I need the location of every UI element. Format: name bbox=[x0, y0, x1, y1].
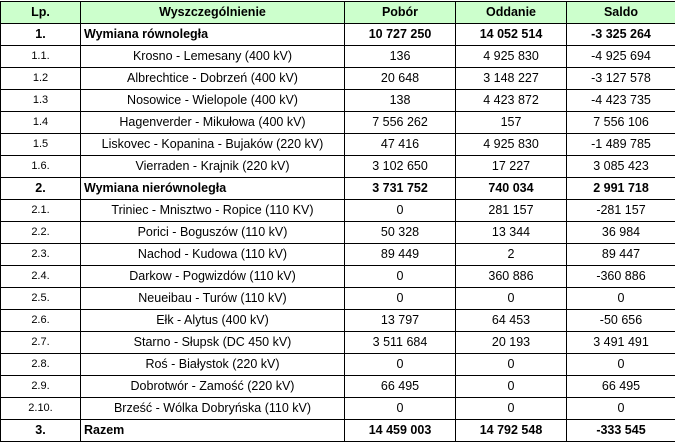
row-name: Neueibau - Turów (110 kV) bbox=[81, 288, 345, 310]
row-name: Porici - Boguszów (110 kV) bbox=[81, 222, 345, 244]
table-row bbox=[1, 376, 675, 398]
row-lp: 2.5. bbox=[1, 288, 81, 310]
row-oddanie: 360 886 bbox=[456, 266, 567, 288]
row-oddanie: 740 034 bbox=[456, 178, 567, 200]
row-name: Brześć - Wólka Dobryńska (110 kV) bbox=[81, 398, 345, 420]
row-saldo: 3 085 423 bbox=[567, 156, 675, 178]
table-row bbox=[1, 398, 675, 420]
row-oddanie: 64 453 bbox=[456, 310, 567, 332]
row-saldo: 0 bbox=[567, 398, 675, 420]
table-row bbox=[1, 112, 675, 134]
row-name: Triniec - Mnisztwo - Ropice (110 KV) bbox=[81, 200, 345, 222]
row-pobor: 3 731 752 bbox=[345, 178, 456, 200]
row-pobor: 66 495 bbox=[345, 376, 456, 398]
row-saldo: 3 491 491 bbox=[567, 332, 675, 354]
row-lp: 1.4 bbox=[1, 112, 81, 134]
table-row bbox=[1, 90, 675, 112]
row-lp: 2.8. bbox=[1, 354, 81, 376]
row-saldo: -4 423 735 bbox=[567, 90, 675, 112]
table-row bbox=[1, 222, 675, 244]
row-lp: 1.6. bbox=[1, 156, 81, 178]
table-row bbox=[1, 46, 675, 68]
row-lp: 2.4. bbox=[1, 266, 81, 288]
row-lp: 2. bbox=[1, 178, 81, 200]
table-row bbox=[1, 332, 675, 354]
row-name: Wymiana równoległa bbox=[81, 24, 345, 46]
row-oddanie: 3 148 227 bbox=[456, 68, 567, 90]
row-saldo: 89 447 bbox=[567, 244, 675, 266]
row-lp: 1.5 bbox=[1, 134, 81, 156]
row-pobor: 3 511 684 bbox=[345, 332, 456, 354]
table-row bbox=[1, 288, 675, 310]
row-oddanie: 157 bbox=[456, 112, 567, 134]
row-pobor: 0 bbox=[345, 200, 456, 222]
row-name: Darkow - Pogwizdów (110 kV) bbox=[81, 266, 345, 288]
row-lp: 2.3. bbox=[1, 244, 81, 266]
row-pobor: 7 556 262 bbox=[345, 112, 456, 134]
row-name: Albrechtice - Dobrzeń (400 kV) bbox=[81, 68, 345, 90]
row-oddanie: 0 bbox=[456, 398, 567, 420]
row-pobor: 47 416 bbox=[345, 134, 456, 156]
table-row bbox=[1, 310, 675, 332]
table-row bbox=[1, 266, 675, 288]
row-name: Liskovec - Kopanina - Bujaków (220 kV) bbox=[81, 134, 345, 156]
table-body bbox=[1, 24, 675, 442]
table-row bbox=[1, 24, 675, 46]
row-pobor: 136 bbox=[345, 46, 456, 68]
row-name: Dobrotwór - Zamość (220 kV) bbox=[81, 376, 345, 398]
row-saldo: -333 545 bbox=[567, 420, 675, 442]
row-pobor: 50 328 bbox=[345, 222, 456, 244]
table-row bbox=[1, 178, 675, 200]
row-oddanie: 14 792 548 bbox=[456, 420, 567, 442]
row-oddanie: 4 423 872 bbox=[456, 90, 567, 112]
row-saldo: 66 495 bbox=[567, 376, 675, 398]
row-name: Starno - Słupsk (DC 450 kV) bbox=[81, 332, 345, 354]
row-lp: 1.3 bbox=[1, 90, 81, 112]
row-pobor: 13 797 bbox=[345, 310, 456, 332]
row-name: Nosowice - Wielopole (400 kV) bbox=[81, 90, 345, 112]
row-saldo: -360 886 bbox=[567, 266, 675, 288]
row-lp: 3. bbox=[1, 420, 81, 442]
row-saldo: 0 bbox=[567, 288, 675, 310]
table-row bbox=[1, 244, 675, 266]
row-oddanie: 0 bbox=[456, 354, 567, 376]
row-pobor: 3 102 650 bbox=[345, 156, 456, 178]
table-row bbox=[1, 354, 675, 376]
header-oddanie: Oddanie bbox=[456, 2, 567, 24]
row-lp: 2.9. bbox=[1, 376, 81, 398]
row-saldo: -1 489 785 bbox=[567, 134, 675, 156]
row-lp: 2.10. bbox=[1, 398, 81, 420]
row-oddanie: 0 bbox=[456, 376, 567, 398]
row-oddanie: 4 925 830 bbox=[456, 134, 567, 156]
header-name: Wyszczególnienie bbox=[81, 2, 345, 24]
row-name: Razem bbox=[81, 420, 345, 442]
row-oddanie: 4 925 830 bbox=[456, 46, 567, 68]
row-lp: 1. bbox=[1, 24, 81, 46]
header-saldo: Saldo bbox=[567, 2, 675, 24]
row-lp: 1.2 bbox=[1, 68, 81, 90]
energy-exchange-table bbox=[0, 1, 675, 442]
row-oddanie: 2 bbox=[456, 244, 567, 266]
row-name: Krosno - Lemesany (400 kV) bbox=[81, 46, 345, 68]
row-saldo: 0 bbox=[567, 354, 675, 376]
row-oddanie: 17 227 bbox=[456, 156, 567, 178]
row-lp: 2.7. bbox=[1, 332, 81, 354]
row-saldo: -281 157 bbox=[567, 200, 675, 222]
row-saldo: -3 127 578 bbox=[567, 68, 675, 90]
table-row bbox=[1, 134, 675, 156]
row-oddanie: 14 052 514 bbox=[456, 24, 567, 46]
row-saldo: -50 656 bbox=[567, 310, 675, 332]
table-row bbox=[1, 68, 675, 90]
row-pobor: 0 bbox=[345, 288, 456, 310]
row-pobor: 138 bbox=[345, 90, 456, 112]
row-lp: 2.6. bbox=[1, 310, 81, 332]
row-pobor: 0 bbox=[345, 354, 456, 376]
row-name: Ełk - Alytus (400 kV) bbox=[81, 310, 345, 332]
row-pobor: 0 bbox=[345, 398, 456, 420]
header-lp: Lp. bbox=[1, 2, 81, 24]
row-name: Wymiana nierównoległa bbox=[81, 178, 345, 200]
row-lp: 2.1. bbox=[1, 200, 81, 222]
row-oddanie: 0 bbox=[456, 288, 567, 310]
table-row bbox=[1, 156, 675, 178]
table-row bbox=[1, 200, 675, 222]
row-pobor: 10 727 250 bbox=[345, 24, 456, 46]
row-lp: 1.1. bbox=[1, 46, 81, 68]
row-name: Nachod - Kudowa (110 kV) bbox=[81, 244, 345, 266]
header-pobor: Pobór bbox=[345, 2, 456, 24]
row-oddanie: 20 193 bbox=[456, 332, 567, 354]
row-saldo: 2 991 718 bbox=[567, 178, 675, 200]
row-pobor: 89 449 bbox=[345, 244, 456, 266]
row-saldo: -4 925 694 bbox=[567, 46, 675, 68]
row-saldo: 7 556 106 bbox=[567, 112, 675, 134]
header-row bbox=[1, 2, 675, 24]
row-name: Roś - Białystok (220 kV) bbox=[81, 354, 345, 376]
row-pobor: 14 459 003 bbox=[345, 420, 456, 442]
row-saldo: -3 325 264 bbox=[567, 24, 675, 46]
row-lp: 2.2. bbox=[1, 222, 81, 244]
row-name: Hagenverder - Mikułowa (400 kV) bbox=[81, 112, 345, 134]
row-pobor: 0 bbox=[345, 266, 456, 288]
row-oddanie: 13 344 bbox=[456, 222, 567, 244]
row-pobor: 20 648 bbox=[345, 68, 456, 90]
row-name: Vierraden - Krajnik (220 kV) bbox=[81, 156, 345, 178]
row-saldo: 36 984 bbox=[567, 222, 675, 244]
row-oddanie: 281 157 bbox=[456, 200, 567, 222]
table-row bbox=[1, 420, 675, 442]
